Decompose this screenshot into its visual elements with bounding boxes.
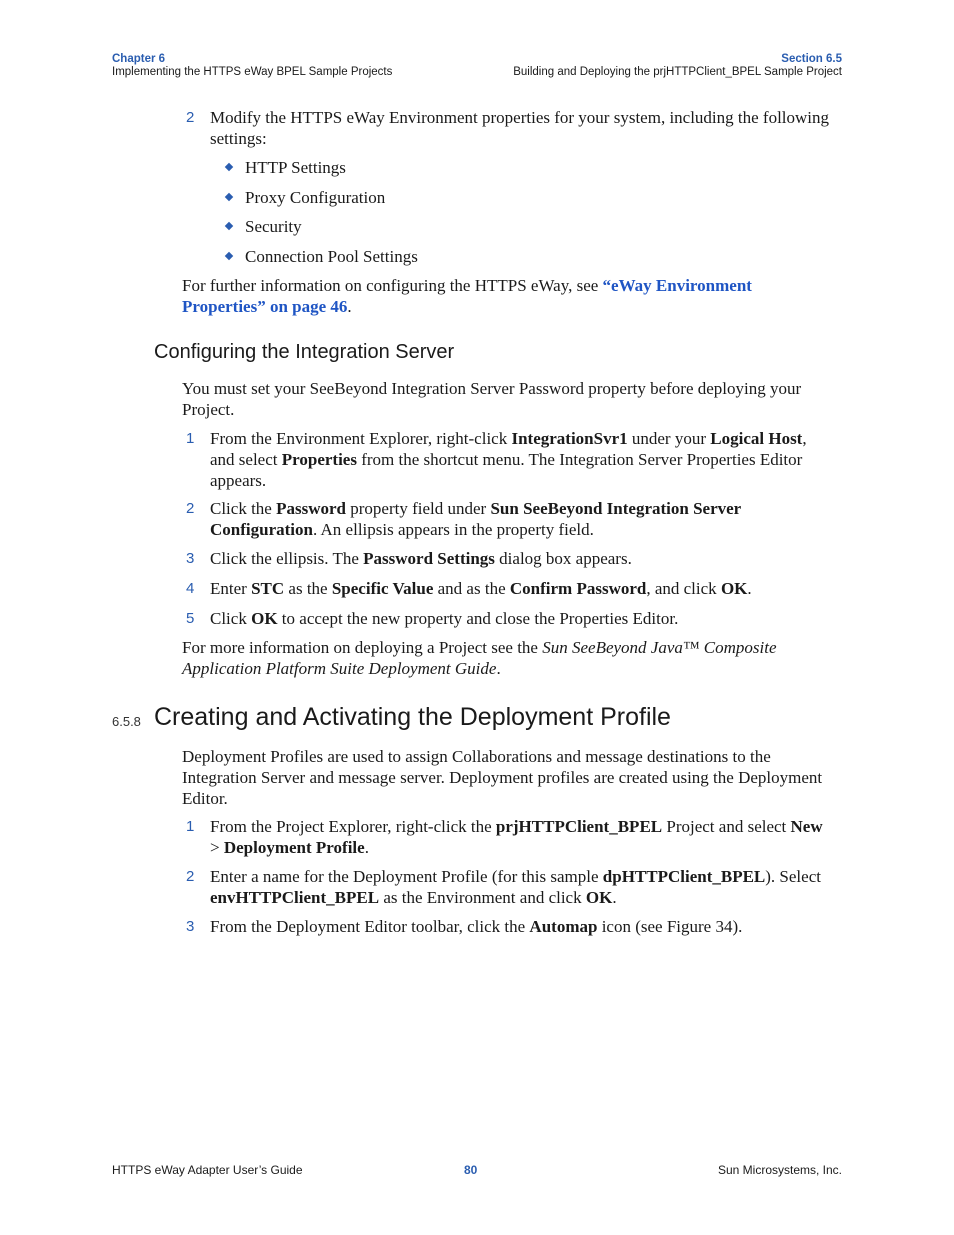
deployment-step: 3 From the Deployment Editor toolbar, click the Automap icon (see Figure 34). (186, 917, 743, 936)
deployment-step: 1 From the Project Explorer, right-click the prjHTTPClient_BPEL Project and select New > Deployment Profile. (186, 817, 823, 857)
environment-properties-link[interactable]: “eWay Environment Properties” on page 46 (182, 276, 752, 316)
deployment-guide-title: Sun SeeBeyond Java™ Composite Application Platform Suite Deployment Guide (182, 638, 777, 678)
integration-step: 5 Click OK to accept the new property and close the Properties Editor. (186, 609, 679, 628)
chapter-label: Chapter 6 (112, 53, 166, 65)
integration-intro: You must set your SeeBeyond Integration Server Password property before deploying your Project. (182, 379, 802, 419)
step-text: Modify the HTTPS eWay Environment properties for your system, including the following settings: (210, 108, 830, 148)
diamond-bullet-icon (225, 163, 233, 171)
further-info-paragraph: For further information on configuring the HTTPS eWay, see “eWay Environment Properties” on page 46. (182, 276, 752, 316)
step-number: 2 (186, 109, 195, 126)
integration-step: 2 Click the Password property field under Sun SeeBeyond Integration Server Configuration. An ellipsis appears in the property field. (186, 499, 741, 539)
integration-step: 1 From the Environment Explorer, right-click IntegrationSvr1 under your Logical Host, and select Properties from the shortcut menu. The Integration Server Properties Editor appears. (186, 429, 807, 490)
bullet-item: Proxy Configuration (245, 187, 385, 208)
running-header-right (513, 53, 842, 79)
more-info-paragraph: For more information on deploying a Project see the Sun SeeBeyond Java™ Composite Application Platform Suite Deployment Guide. (182, 638, 777, 678)
chapter-title: Implementing the HTTPS eWay BPEL Sample Projects (112, 66, 393, 78)
diamond-bullet-icon (225, 252, 233, 260)
deployment-step: 2 Enter a name for the Deployment Profile (for this sample dpHTTPClient_BPEL). Select envHTTPClient_BPEL as the Environment and click OK. (186, 867, 821, 907)
integration-step: 4 Enter STC as the Specific Value and as the Confirm Password, and click OK. (186, 579, 752, 598)
integration-step: 3 Click the ellipsis. The Password Settings dialog box appears. (186, 549, 632, 568)
page-number: 80 (464, 1163, 478, 1177)
deployment-profile-heading: Creating and Activating the Deployment Profile (154, 703, 671, 731)
section-number: 6.5.8 (112, 714, 141, 729)
diamond-bullet-icon (225, 222, 233, 230)
deployment-intro: Deployment Profiles are used to assign Collaborations and message destinations to the Integration Server and message server. Deployment profiles are created using the Deployment Editor. (182, 747, 823, 808)
integration-server-heading: Configuring the Integration Server (154, 341, 455, 363)
footer-company: Sun Microsystems, Inc. (717, 1163, 842, 1177)
bullet-item: HTTP Settings (245, 157, 346, 178)
env-step (186, 107, 842, 149)
diamond-bullet-icon (225, 193, 233, 201)
footer-guide-title: HTTPS eWay Adapter User’s Guide (112, 1163, 303, 1177)
section-label: Section 6.5 (781, 53, 842, 65)
section-title: Building and Deploying the prjHTTPClient_BPEL Sample Project (513, 66, 842, 78)
bullet-item: Security (245, 216, 302, 237)
bullet-item: Connection Pool Settings (245, 246, 418, 267)
running-header-left (112, 53, 392, 79)
